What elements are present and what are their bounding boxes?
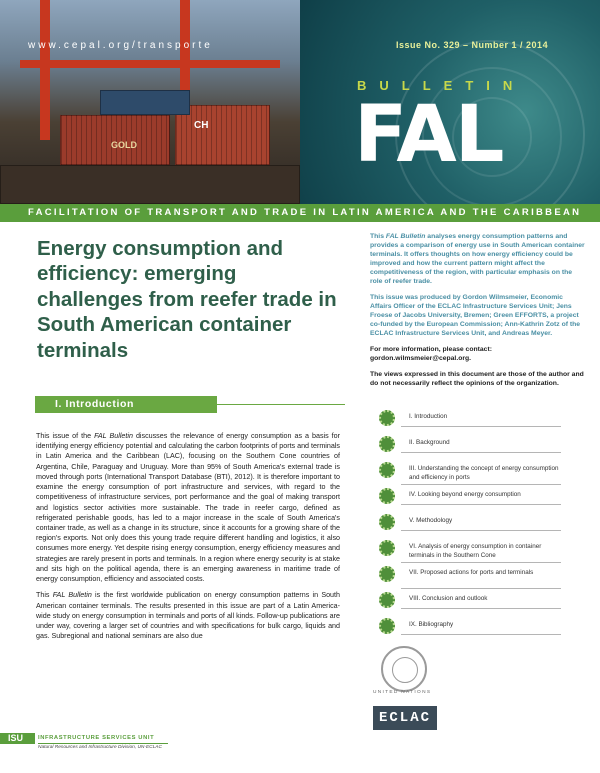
body-span: This issue of the — [36, 432, 95, 440]
abstract — [370, 232, 585, 286]
toc-divider — [401, 426, 561, 427]
toc-divider — [401, 452, 561, 453]
toc-bullet-icon — [379, 488, 395, 504]
body-paragraph — [36, 590, 340, 641]
section-rule — [217, 404, 345, 405]
toc-divider — [401, 484, 561, 485]
body-span: is the first worldwide publication on energy consumption patterns in South American container terminals. The results presented in this issue are part of a Latin America-wide study on energy consumption in terminals and ports of all kinds. Follow-up publications are under way, covering a larger set of countries and with specifications for bulk cargo, liquids and gas. Subregional and national seminars are also due — [36, 591, 340, 641]
body-emphasis: FAL Bulletin — [52, 591, 92, 600]
body-emphasis: FAL Bulletin — [94, 432, 133, 440]
crane-leg — [40, 0, 50, 140]
un-emblem-icon — [381, 646, 427, 692]
toc-label: III. Understanding the concept of energy consumption and efficiency in ports — [409, 465, 559, 481]
bulletin-label: BULLETIN — [357, 78, 526, 93]
subtitle-band — [0, 204, 600, 222]
section-heading: I. Introduction — [35, 396, 217, 413]
toc-label: VIII. Conclusion and outlook — [409, 595, 488, 602]
issue-number: Issue No. 329 – Number 1 / 2014 — [396, 40, 549, 50]
authors-note: This issue was produced by Gordon Wilmsmeier, Economic Affairs Officer of the ECLAC Infrastructure Services Unit; Jens Froese of Jacobs University, Bremen; Green EFFORTS, a project co-funded by the European Commission; Ann-Kathrin Zotz of the ECLAC Infrastructure Services Unit, and Andreas Meyer. — [370, 294, 581, 338]
container-marking: CH — [194, 120, 209, 131]
abstract-text: analyses energy consumption patterns and provides a comparison of energy use in South American container terminals. It offers thoughts on how energy efficiency could be improved and how the current pattern might affect the competitiveness of the region, with particular emphasis on the role of reefer trade. — [370, 233, 585, 286]
masthead — [0, 0, 600, 204]
body-span: discusses the relevance of energy consumption as a basis for identifying energy efficiency potential and calculating the carbon footprints of ports and terminals in Latin America and the Caribbean (LAC), focusing on the Southern Cone countries of Argentina, Chile, Paraguay and Uruguay. More than 95% of South America's external trade is moved through ports (International Transport Database (BTI), 2012). It is therefore important to examine the energy consumption of port infrastructure and services, with regard to the competitiveness of infrastructure services, port performance and the goal of making transport and logistics sector activities more sustainable. The trade in reefer cargo, defined as refrigerated perishable goods, has led to a major increase in the scale of South America's container trade, as well as a change in its structure, since it accounts for a growing share of the region's exports. Not only does this young trade require different handling and logistics, it also consumes more energy. Yet despite rising energy consumption, energy efficiency measures and strategies are rarely present in ports and terminals. In a region where energy security is at stake and sits high on the political agenda, there is an emerging awareness in maritime trade of energy consumption, efficiency and associated costs. — [36, 432, 341, 584]
abstract-emphasis: FAL Bulletin — [385, 233, 426, 240]
toc-bullet-icon — [379, 540, 395, 556]
toc-divider — [401, 634, 561, 635]
article-title: Energy consumption and efficiency: emerging challenges from reefer trade in South American container terminals — [37, 237, 337, 362]
toc-divider — [401, 530, 561, 531]
toc-bullet-icon — [379, 410, 395, 426]
website-url[interactable]: www.cepal.org/transporte — [28, 40, 213, 51]
toc-divider — [401, 562, 561, 563]
toc-divider — [401, 608, 561, 609]
subtitle-band-text: FACILITATION OF TRANSPORT AND TRADE IN LATIN AMERICA AND THE CARIBBEAN — [28, 207, 582, 218]
toc-label: IX. Bibliography — [409, 621, 454, 628]
abstract-text: This — [370, 233, 386, 240]
toc-label: V. Methodology — [409, 517, 453, 524]
crane-boom — [20, 60, 280, 68]
shipping-container — [100, 90, 190, 115]
toc-label: I. Introduction — [409, 413, 448, 420]
toc-divider — [401, 504, 561, 505]
division-name: Natural Resources and Infrastructure Division, UN-ECLAC — [38, 745, 162, 750]
un-label: UNITED NATIONS — [373, 690, 432, 695]
toc-bullet-icon — [379, 514, 395, 530]
isu-badge: ISU — [0, 733, 35, 744]
body-paragraph — [36, 431, 340, 584]
toc-bullet-icon — [379, 566, 395, 582]
dock-ground — [0, 165, 300, 204]
toc-bullet-icon — [379, 462, 395, 478]
fal-logo: FAL — [354, 90, 503, 180]
toc-label: VII. Proposed actions for ports and terminals — [409, 569, 534, 576]
toc-bullet-icon — [379, 436, 395, 452]
toc-bullet-icon — [379, 592, 395, 608]
toc-bullet-icon — [379, 618, 395, 634]
container-marking: GOLD — [111, 140, 137, 150]
footer-rule — [38, 743, 168, 744]
contact-info[interactable]: For more information, please contact: gordon.wilmsmeier@cepal.org. — [370, 346, 492, 363]
eclac-logo: ECLAC — [373, 706, 437, 730]
body-span: This — [36, 591, 53, 600]
port-cargo-photo — [0, 0, 300, 204]
body-text — [36, 431, 340, 647]
shipping-container — [60, 115, 170, 165]
disclaimer: The views expressed in this document are those of the author and do not necessarily reflect the opinions of the organization. — [370, 371, 584, 388]
toc-label: IV. Looking beyond energy consumption — [409, 491, 521, 498]
unit-name: INFRASTRUCTURE SERVICES UNIT — [38, 735, 155, 741]
toc-label: II. Background — [409, 439, 450, 446]
toc-divider — [401, 588, 561, 589]
toc-label: VI. Analysis of energy consumption in container terminals in the Southern Cone — [409, 543, 542, 559]
sidebar — [370, 232, 585, 388]
